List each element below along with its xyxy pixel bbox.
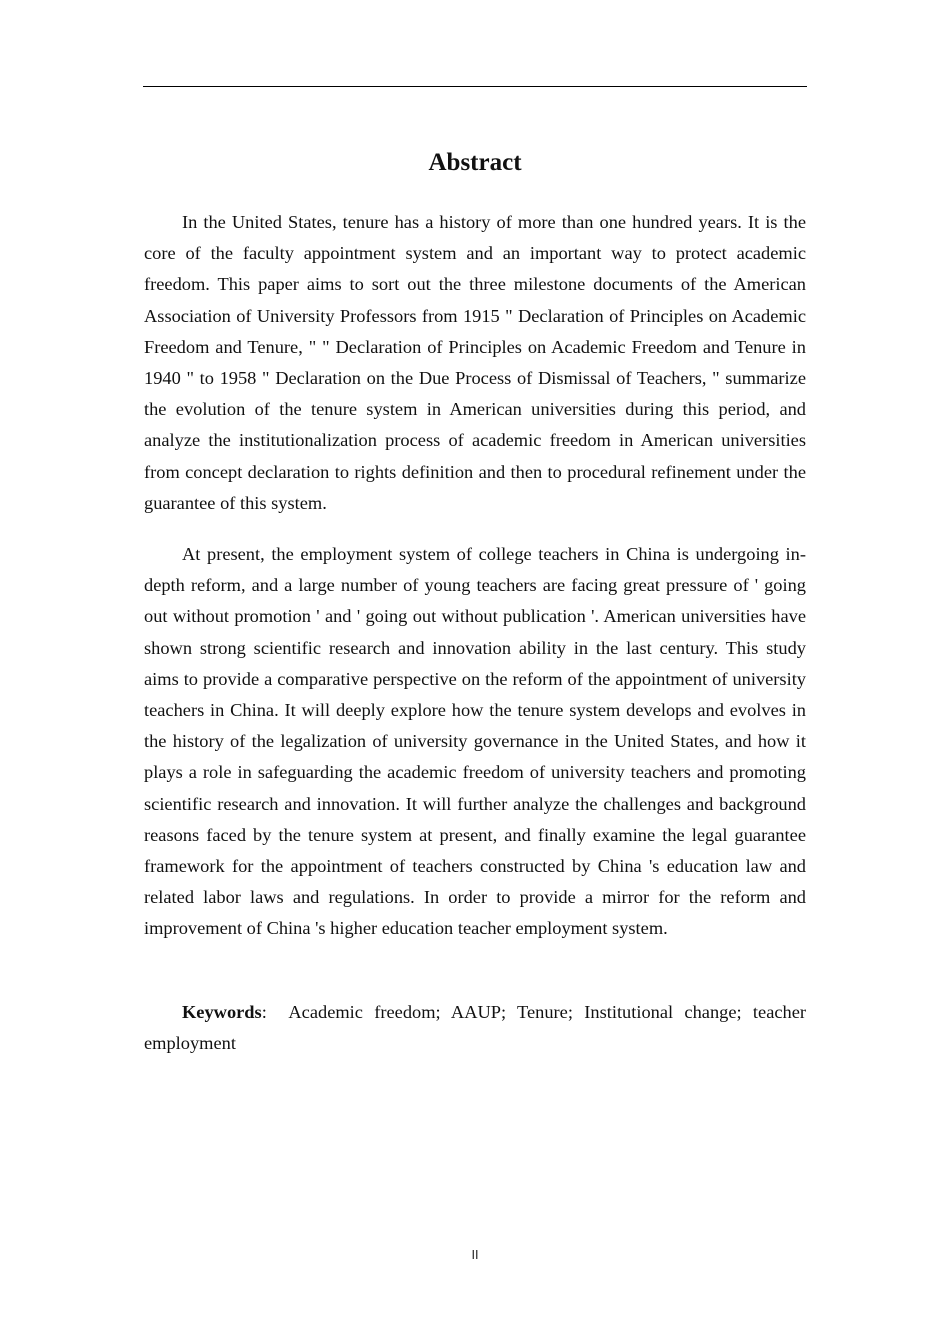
keywords-separator: : [261, 1002, 267, 1022]
abstract-paragraph-2: At present, the employment system of college teachers in China is undergoing in-depth reform, and a large number of young teachers are facing great pressure of ' going out without promotion ' and ' going out without publication '. American universities have shown strong scientific research and innovation ability in the last century. This study aims to provide a comparative perspective on the reform of the appointment of university teachers in China. It will deeply explore how the tenure system develops and evolves in the history of the legalization of university governance in the United States, and how it plays a role in safeguarding the academic freedom of university teachers and promoting scientific research and innovation. It will further analyze the challenges and background reasons faced by the tenure system at present, and finally examine the legal guarantee framework for the appointment of teachers constructed by China 's education law and related labor laws and regulations. In order to provide a mirror for the reform and improvement of China 's higher education teacher employment system. [144, 544, 806, 939]
header-rule [143, 86, 807, 87]
page-title: Abstract [428, 149, 522, 176]
keywords-text: Academic freedom; AAUP; Tenure; Institutional change; teacher employment [144, 1002, 806, 1054]
keywords-label: Keywords [182, 1002, 262, 1022]
keywords-line [144, 997, 806, 1059]
abstract-paragraph-1: In the United States, tenure has a history of more than one hundred years. It is the core of the faculty appointment system and an important way to protect academic freedom. This paper aims to sort out the three milestone documents of the American Association of University Professors from 1915 " Declaration of Principles on Academic Freedom and Tenure, " " Declaration of Principles on Academic Freedom and Tenure in 1940 " to 1958 " Declaration on the Due Process of Dismissal of Teachers, " summarize the evolution of the tenure system in American universities during this period, and analyze the institutionalization process of academic freedom in American universities from concept declaration to rights definition and then to procedural refinement under the guarantee of this system. [144, 212, 806, 513]
page-number: II [471, 1248, 479, 1262]
